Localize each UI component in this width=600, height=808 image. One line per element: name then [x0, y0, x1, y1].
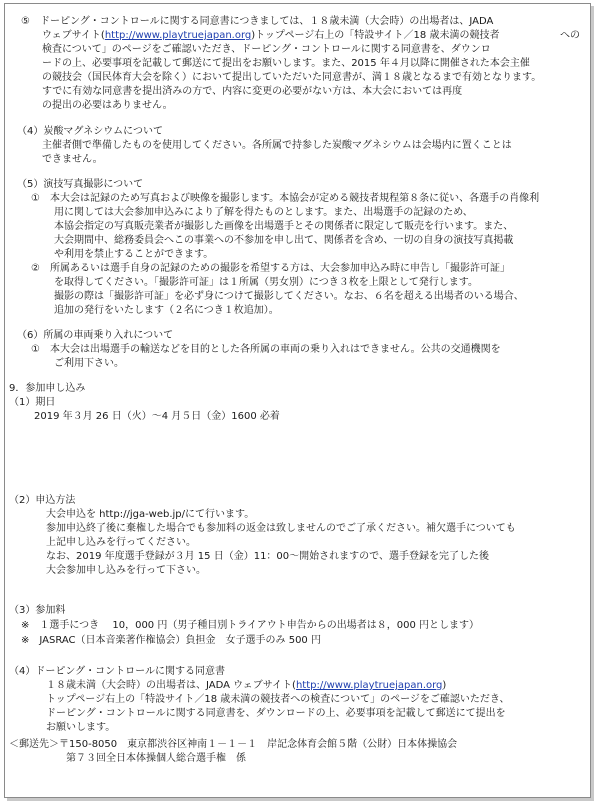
text-line: ご利用下さい。	[54, 358, 124, 369]
section-heading: （4）炭酸マグネシウムについて	[17, 126, 163, 137]
text-line: の競技会（国民体育大会を除く）において提出していただいた同意書が、満１８歳となるまで有効となります。	[42, 72, 542, 83]
text-line: を取得してください。「撮影許可証」は１所属（男女別）につき３枚を上限として発行します。	[54, 277, 478, 288]
text-line: ドーピング・コントロールに関する同意書を、ダウンロードの上、必要事項を記載して郵送にて提出を	[46, 708, 506, 719]
deadline-text: 2019 年３月 26 日（火）～4 月５日（金）1600 必着	[34, 411, 280, 422]
mailing-recipient: 第７３回全日本体操個人総合選手権 係	[66, 753, 246, 764]
text-line: ードの上、必要事項を記載して郵送にて提出をお願いします。また、2015 年４月以降に開催された本会主催	[42, 58, 530, 69]
text-line: 用に関しては大会参加申込みにより了解を得たものとします。また、出場選手の記録のため、	[54, 207, 473, 218]
text-line: ① 本大会は出場選手の輸送などを目的とした各所属の車両の乗り入れはできません。公共の交通機関を	[31, 344, 501, 355]
text-line: 大会参加申し込みを行って下さい。	[46, 565, 206, 576]
mailing-address: ＜郵送先＞〒150-8050 東京都渋谷区神南１－１－１ 岸記念体育会館５階（公財）日本体操協会	[9, 739, 458, 750]
section-heading: （3）参加料	[9, 605, 66, 616]
text-line: 主催者側で準備したものを使用してください。各所属で持参した炭酸マグネシウムは会場内に置くことは	[42, 140, 512, 151]
text-line: できません。	[42, 154, 103, 165]
text-line: なお、2019 年度選手登録が３月 15 日（金）11：00～開始されますので、選手登録を完了した後	[46, 551, 489, 562]
section-heading: （2）申込方法	[9, 495, 76, 506]
text-line: や利用を禁止することができます。	[54, 249, 214, 260]
text-line	[46, 679, 446, 692]
section-heading: （6）所属の車両乗り入れについて	[17, 330, 174, 341]
text-line: 上記申し込みを行ってください。	[46, 537, 196, 548]
section-heading: （1）期日	[9, 397, 56, 408]
text-line: お願いします。	[46, 722, 116, 733]
text-line: 検査について」のページをご確認いただき、ドーピング・コントロールに関する同意書を、ダウンロ	[42, 44, 491, 55]
text-line: ① 本大会は記録のため写真および映像を撮影します。本協会が定める競技者規程第８条に従い、各選手の肖像利	[31, 193, 540, 204]
text-line: 大会申込を http://jga-web.jp/にて行います。	[46, 509, 255, 520]
text-line: 参加申込終了後に棄権した場合でも参加料の返金は致しませんのでご了承ください。補欠選手についても	[46, 523, 516, 534]
text-line: トップページ右上の「特設サイト／18 歳未満の競技者への検査について」のページをご確認いただき、	[46, 694, 510, 705]
jada-link[interactable]: http://www.playtruejapan.org	[104, 30, 252, 41]
text-segment: )	[442, 680, 447, 691]
jada-link[interactable]: http://www.playtruejapan.org	[295, 680, 443, 691]
text-segment: １８歳未満（大会時）の出場者は、JADA ウェブサイト(	[46, 680, 296, 691]
fee-line: ※ JASRAC（日本音楽著作権協会）負担金 女子選手のみ 500 円	[21, 635, 321, 646]
text-line: への	[560, 30, 580, 41]
document-frame	[4, 3, 591, 798]
text-segment: ウェブサイト(	[42, 30, 105, 41]
chapter-heading: 9．参加申し込み	[9, 383, 86, 394]
text-line: 追加の発行をいたします（２名につき１枚追加）。	[54, 305, 279, 316]
section-heading: （5）演技写真撮影について	[17, 179, 144, 190]
text-line: ⑤ ドーピング・コントロールに関する同意書につきましては、１８歳未満（大会時）の出場者は、JADA	[21, 16, 494, 27]
text-line: の提出の必要はありません。	[42, 100, 173, 111]
text-line: 大会期間中、総務委員会へこの事業への不参加を申し出て、関係者を含め、一切の自身の演技写真掲載	[54, 235, 514, 246]
text-line: 撮影の際は「撮影許可証」を必ず身につけて撮影してください。なお、６名を超える出場者のいる場合、	[54, 291, 524, 302]
text-line	[42, 29, 499, 42]
text-segment: )トップページ右上の「特設サイト／18 歳未満の競技者	[251, 30, 500, 41]
text-line: ② 所属あるいは選手自身の記録のための撮影を希望する方は、大会参加申込み時に申告し「撮影許可証」	[31, 263, 510, 274]
text-line: 本協会指定の写真販売業者が撮影した画像を出場選手とその関係者に限定して販売を行います。また、	[54, 221, 514, 232]
fee-line: ※ １選手につき 10，000 円（男子種目別トライアウト申告からの出場者は８，000 円とします）	[21, 620, 480, 631]
text-line: すでに有効な同意書を提出済みの方で、内容に変更の必要がない方は、本大会においては再度	[42, 86, 463, 97]
section-heading: （4）ドーピング・コントロールに関する同意書	[9, 666, 225, 677]
